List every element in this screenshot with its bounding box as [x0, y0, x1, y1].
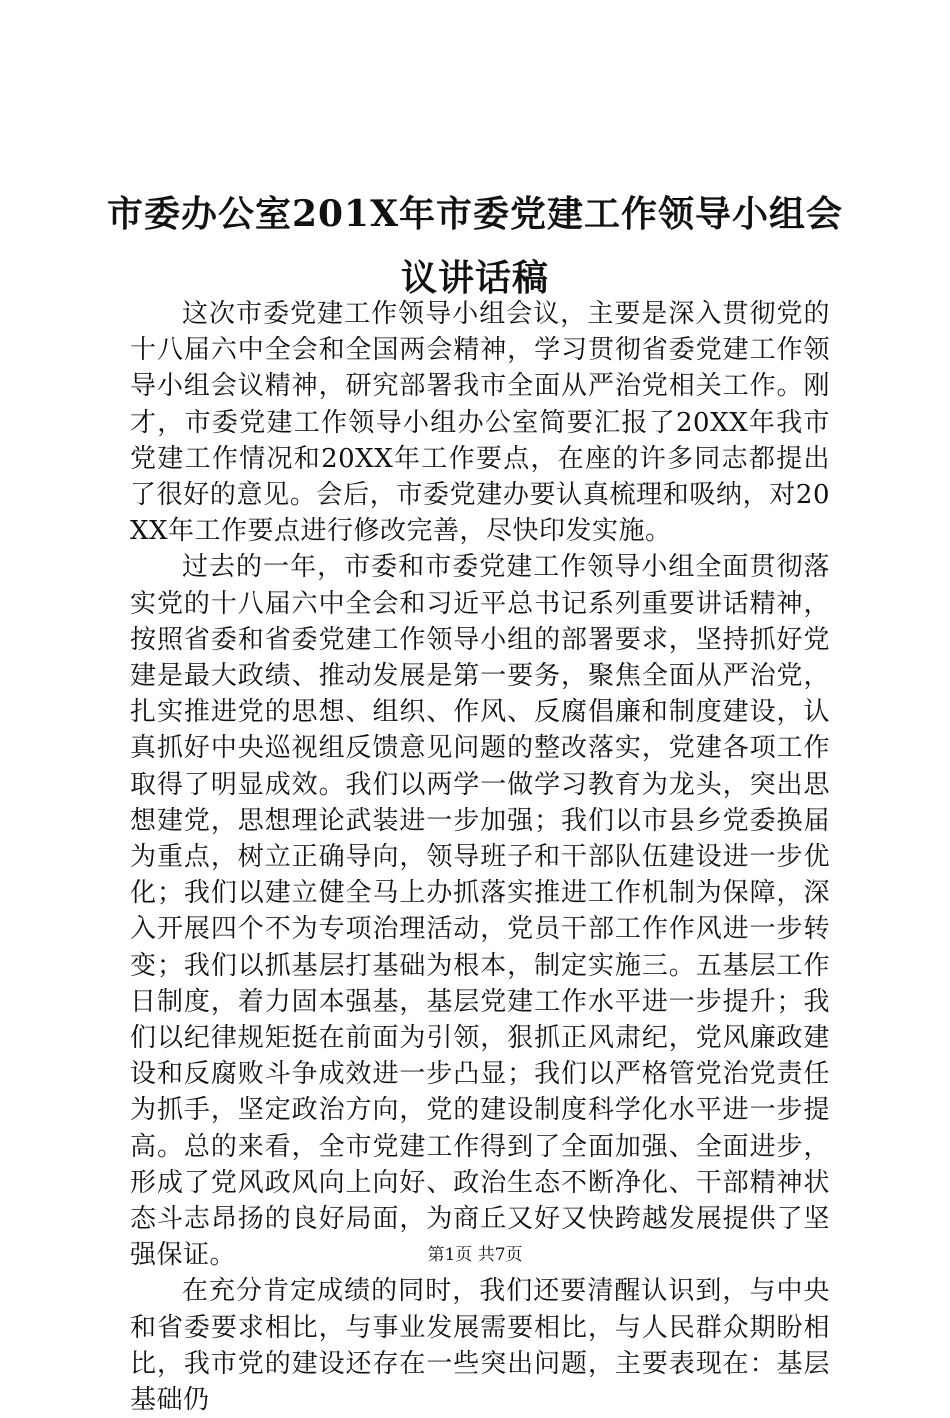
paragraph-3: 在充分肯定成绩的同时，我们还要清醒认识到，与中央和省委要求相比，与事业发展需要相比，与人民群众期盼相比，我市党的建设还存在一些突出问题，主要表现在：基层基础仍 — [130, 1276, 830, 1416]
paragraph-1: 这次市委党建工作领导小组会议，主要是深入贯彻党的十八届六中全会和全国两会精神，学习贯彻省委党建工作领导小组会议精神，研究部署我市全面从严治党相关工作。刚才，市委党建工作领导小组办公室简要汇报了20XX年我市党建工作情况和20XX年工作要点，在座的许多同志都提出了很好的意见。会后，市委党建办要认真梳理和吸纳，对20XX年工作要点进行修改完善，尽快印发实施。 — [130, 299, 830, 547]
page-footer: 第1页 共7页 — [427, 1245, 523, 1265]
paragraph-2: 过去的一年，市委和市委党建工作领导小组全面贯彻落实党的十八届六中全会和习近平总书记系列重要讲话精神，按照省委和省委党建工作领导小组的部署要求，坚持抓好党建是最大政绩、推动发展是第一要务，聚焦全面从严治党，扎实推进党的思想、组织、作风、反腐倡廉和制度建设，认真抓好中央巡视组反馈意见问题的整改落实，党建各项工作取得了明显成效。我们以两学一做学习教育为龙头，突出思想建党，思想理论武装进一步加强；我们以市县乡党委换届为重点，树立正确导向，领导班子和干部队伍建设进一步优化；我们以建立健全马上办抓落实推进工作机制为保障，深入开展四个不为专项治理活动，党员干部工作作风进一步转变；我们以抓基层打基础为根本，制定实施三。五基层工作日制度，着力固本强基，基层党建工作水平进一步提升；我们以纪律规矩挺在前面为引领，狠抓正风肃纪，党风廉政建设和反腐败斗争成效进一步凸显；我们以严格管党治党责任为抓手，坚定政治方向，党的建设制度科学化水平进一步提高。总的来看，全市党建工作得到了全面加强、全面进步，形成了党风政风向上向好、政治生态不断净化、干部精神状态斗志昂扬的良好局面，为商丘又好又快跨越发展提供了坚强保证。 — [130, 552, 830, 1271]
document-title: 市委办公室201X年市委党建工作领导小组会议讲话稿 — [106, 193, 844, 299]
